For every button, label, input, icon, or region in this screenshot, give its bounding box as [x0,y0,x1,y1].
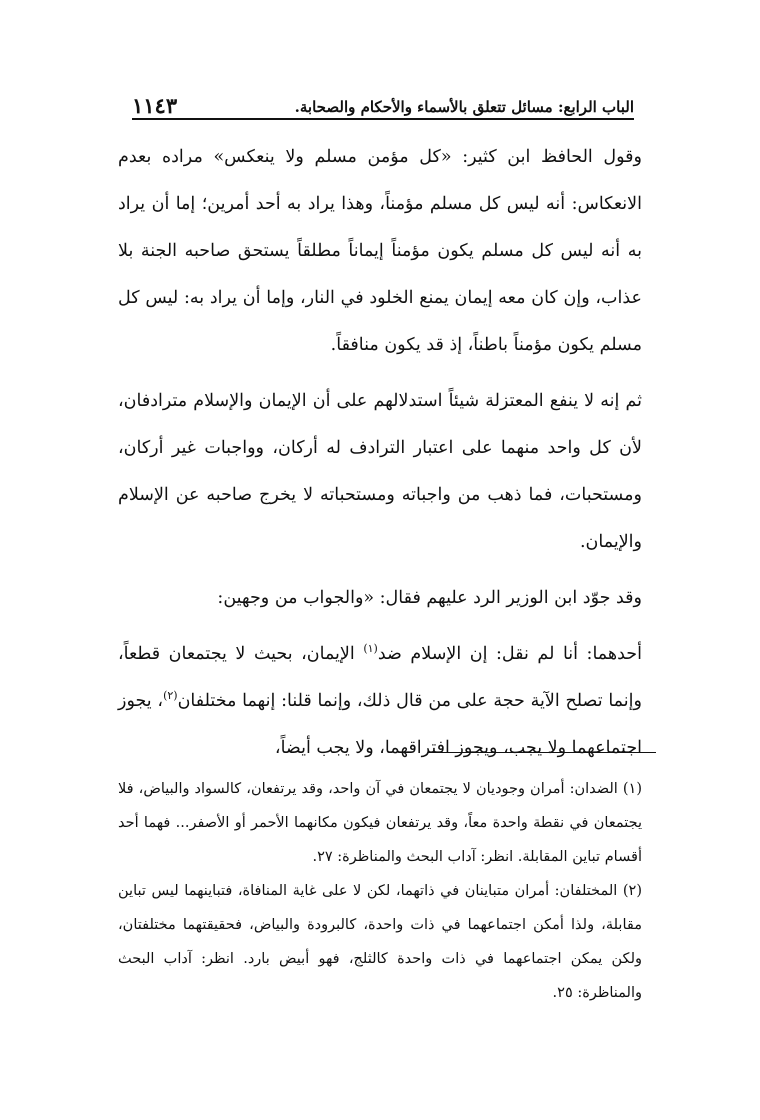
running-title: الباب الرابع: مسائل تتعلق بالأسماء والأحكام والصحابة. [294,98,634,116]
paragraph: ثم إنه لا ينفع المعتزلة شيئاً استدلالهم على أن الإيمان والإسلام مترادفان، لأن كل واحد منهما على اعتبار الترادف له أركان، وواجبات غير أركان، ومستحبات، فما ذهب من واجباته ومستحباته لا يخرج صاحبه عن الإسلام والإيمان. [118,391,642,552]
footnote-reference[interactable]: (٢) [163,689,178,703]
footnotes [118,772,642,1010]
footnote: (٢) المختلفان: أمران متباينان في ذاتهما، لكن لا على غاية المنافاة، فتباينهما ليس تباين مقابلة، ولذا أمكن اجتماعهما في ذات واحدة، كالبرودة والبياض، فحقيقتهما مختلفتان، ولكن يمكن اجتماعهما في ذات واحدة كالثلج، فهو أبيض بارد. انظر: آداب البحث والمناظرة: ٢٥. [118,883,642,1001]
page-header [132,92,634,120]
paragraph-text: ، يجوز اجتماعهما ولا يجب، ويجوز افتراقهما، ولا يجب أيضاً، [118,691,642,758]
footnote-divider [428,752,656,753]
paragraph-text: الإيمان، بحيث لا يجتمعان قطعاً، وإنما تصلح الآية حجة على من قال ذلك، وإنما قلنا: إنهما مختلفان [118,644,642,711]
paragraph: وقد جوّد ابن الوزير الرد عليهم فقال: «والجواب من وجهين: [217,588,642,608]
paragraph [118,631,642,772]
page-number: ١١٤٣ [132,93,178,118]
main-text [118,134,642,772]
paragraph: وقول الحافظ ابن كثير: «كل مؤمن مسلم ولا ينعكس» مراده بعدم الانعكاس: أنه ليس كل مسلم مؤمناً، وهذا يراد به أحد أمرين؛ إما أن يراد به أنه ليس كل مسلم يكون مؤمناً إيماناً مطلقاً يستحق صاحبه الجنة بلا عذاب، وإن كان معه إيمان يمنع الخلود في النار، وإما أن يراد به: ليس كل مسلم يكون مؤمناً باطناً، إذ قد يكون منافقاً. [118,147,642,355]
paragraph-text: أحدهما: أنا لم نقل: إن الإسلام ضد [377,644,642,664]
footnote: (١) الضدان: أمران وجوديان لا يجتمعان في آن واحد، وقد يرتفعان، كالسواد والبياض، فلا يجتمعان في نقطة واحدة معاً، وقد يرتفعان فيكون مكانهما الأحمر أو الأصفر... فهما أحد أقسام تباين المقابلة. انظر: آداب البحث والمناظرة: ٢٧. [118,781,642,865]
footnote-reference[interactable]: (١) [363,642,378,656]
